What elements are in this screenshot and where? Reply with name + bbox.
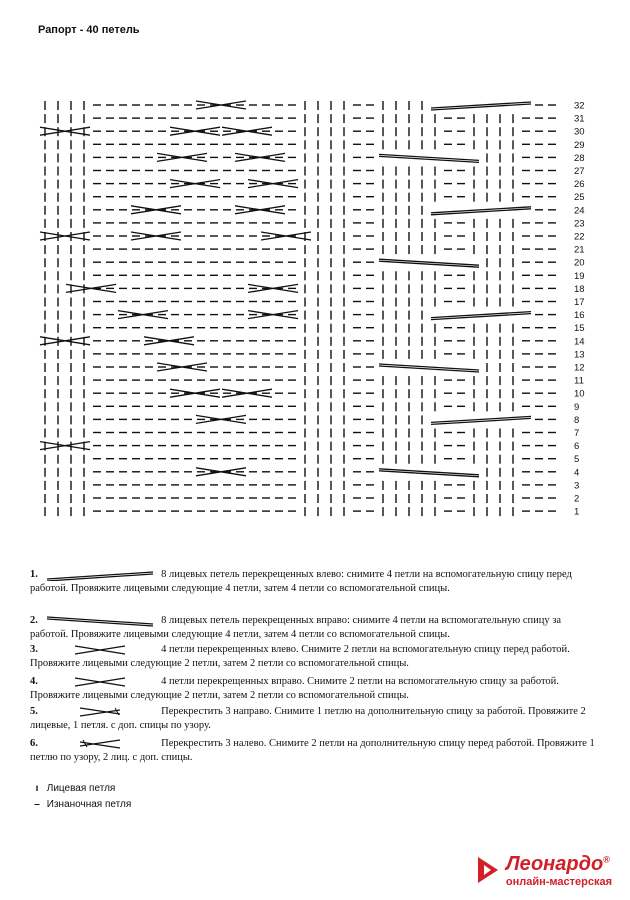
row-number: 27 — [574, 166, 585, 177]
legend-item-5 — [30, 705, 600, 733]
row-number: 31 — [574, 113, 585, 125]
purl-stitch-label: Изнаночная петля — [46, 799, 132, 810]
legend-item-2 — [30, 614, 600, 642]
cross-3-right-symbol — [45, 706, 155, 718]
page-title: Рапорт - 40 петель — [38, 24, 140, 36]
row-number: 26 — [574, 179, 585, 191]
row-number: 9 — [574, 401, 580, 413]
legend-number: 1. — [30, 569, 38, 580]
cable-4-right-symbol — [45, 676, 155, 688]
legend-item-4 — [30, 675, 600, 703]
row-number: 30 — [574, 126, 585, 138]
row-number: 10 — [574, 388, 585, 400]
row-number: 18 — [574, 283, 585, 295]
brand-name: Леонардо — [505, 853, 604, 875]
legend-item-6 — [30, 737, 600, 765]
row-number: 17 — [574, 297, 585, 308]
row-number: 7 — [574, 428, 580, 439]
legend-text: 8 лицевых петель перекрещенных влево: снимите 4 петли на вспомогательную спицу перед работой. Провяжите лицевыми следующие 4 петли, затем 4 петли со вспомогательной спицы. — [30, 569, 572, 594]
legend-text: Перекрестить 3 налево. Снимите 2 петли на дополнительную спицу перед работой. Провяжите 1 петлю по узору, 2 лиц. с доп. спицы. — [30, 738, 595, 763]
knit-stitch-symbol: ı — [35, 783, 39, 794]
row-number: 3 — [574, 480, 580, 492]
row-number: 14 — [574, 336, 585, 348]
row-number: 11 — [574, 375, 584, 387]
legend-text: 8 лицевых петель перекрещенных вправо: снимите 4 петли на вспомогательную спицу за работой. Провяжите лицевыми следующие 4 петли, затем 4 петли со вспомогательной спицы. — [30, 615, 562, 640]
legend-number: 2. — [30, 615, 38, 626]
registered-mark: ® — [603, 854, 610, 865]
cable-8-left-symbol — [45, 569, 155, 581]
key-knit — [30, 783, 115, 794]
row-number: 25 — [574, 192, 585, 204]
cable-8-right-symbol — [45, 615, 155, 627]
brand-tagline: онлайн-мастерская — [505, 876, 612, 888]
knit-stitch-label: Лицевая петля — [46, 783, 116, 794]
row-number: 28 — [574, 152, 585, 164]
legend-text: 4 петли перекрещенных вправо. Снимите 2 петли на вспомогательную спицу за работой. Провяжите лицевыми следующие 2 петли, затем 2 петли со вспомогательной спицы. — [30, 676, 559, 701]
row-number: 19 — [574, 270, 585, 282]
row-number: 16 — [574, 310, 585, 322]
row-number: 24 — [574, 205, 585, 217]
legend-number: 5. — [30, 706, 38, 717]
legend-item-3 — [30, 643, 600, 671]
row-number: 2 — [574, 493, 580, 505]
row-number: 6 — [574, 441, 580, 453]
legend-number: 6. — [30, 738, 38, 749]
legend-item-1 — [30, 568, 600, 596]
brand-logo — [506, 853, 612, 888]
cross-3-left-symbol — [45, 738, 155, 750]
row-number: 1 — [574, 506, 580, 518]
key-purl — [30, 799, 131, 810]
row-number: 22 — [574, 231, 585, 243]
legend-number: 4. — [30, 676, 38, 687]
legend-text: 4 петли перекрещенных влево. Снимите 2 петли на вспомогательную спицу перед работой. Провяжите лицевыми следующие 2 петли, затем 2 петли со вспомогательной спицы. — [30, 644, 570, 669]
cable-4-left-symbol — [45, 644, 155, 656]
play-triangle-icon — [476, 855, 500, 885]
row-number: 32 — [574, 100, 585, 112]
knitting-chart — [0, 95, 630, 535]
purl-stitch-symbol: – — [34, 799, 40, 810]
row-number: 4 — [574, 467, 580, 479]
row-number: 23 — [574, 218, 585, 230]
row-number: 21 — [574, 244, 585, 256]
row-number: 5 — [574, 454, 580, 466]
legend-text: Перекрестить 3 направо. Снимите 1 петлю на дополнительную спицу за работой. Провяжите 2 лицевые, 1 петля. с доп. спицы по узору. — [30, 706, 586, 731]
row-number: 8 — [574, 414, 580, 426]
row-number: 29 — [574, 139, 585, 151]
legend-number: 3. — [30, 644, 38, 655]
row-number: 20 — [574, 257, 585, 269]
row-number: 13 — [574, 349, 585, 361]
row-number: 15 — [574, 323, 585, 335]
row-number: 12 — [574, 362, 585, 374]
